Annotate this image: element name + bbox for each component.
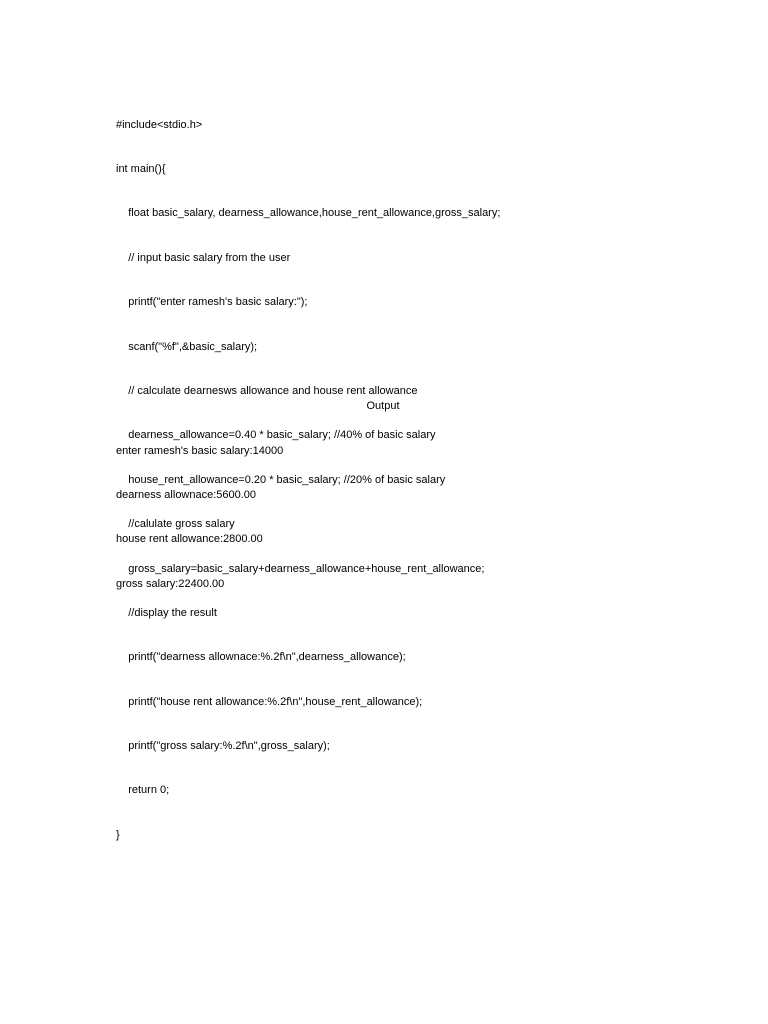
code-line: return 0;: [116, 784, 170, 797]
code-line: }: [116, 828, 120, 841]
code-line: house_rent_allowance=0.20 * basic_salary; //20% of basic salary: [116, 473, 446, 486]
output-line: dearness allownace:5600.00: [116, 488, 257, 501]
code-line: printf("house rent allowance:%.2f\n",house_rent_allowance);: [116, 695, 423, 708]
code-line: scanf("%f",&basic_salary);: [116, 340, 258, 353]
code-line: // input basic salary from the user: [116, 251, 291, 264]
code-line: //display the result: [116, 606, 217, 619]
output-line: gross salary:22400.00: [116, 577, 225, 590]
output-line: enter ramesh's basic salary:14000: [116, 444, 284, 457]
code-line: printf("enter ramesh's basic salary:");: [116, 296, 308, 309]
code-line: // calculate dearnesws allowance and house rent allowance: [116, 384, 418, 397]
code-line: printf("gross salary:%.2f\n",gross_salary);: [116, 740, 330, 753]
code-line: gross_salary=basic_salary+dearness_allowance+house_rent_allowance;: [116, 562, 485, 575]
code-line: //calulate gross salary: [116, 518, 235, 531]
output-heading: Output: [366, 400, 400, 412]
code-line: float basic_salary, dearness_allowance,house_rent_allowance,gross_salary;: [116, 207, 501, 220]
code-line: int main(){: [116, 162, 166, 175]
code-line: printf("dearness allownace:%.2f\n",dearness_allowance);: [116, 651, 406, 664]
output-line: house rent allowance:2800.00: [116, 533, 263, 546]
code-line: #include<stdio.h>: [116, 118, 203, 131]
output-listing: [116, 414, 716, 621]
code-line: dearness_allowance=0.40 * basic_salary; //40% of basic salary: [116, 429, 436, 442]
